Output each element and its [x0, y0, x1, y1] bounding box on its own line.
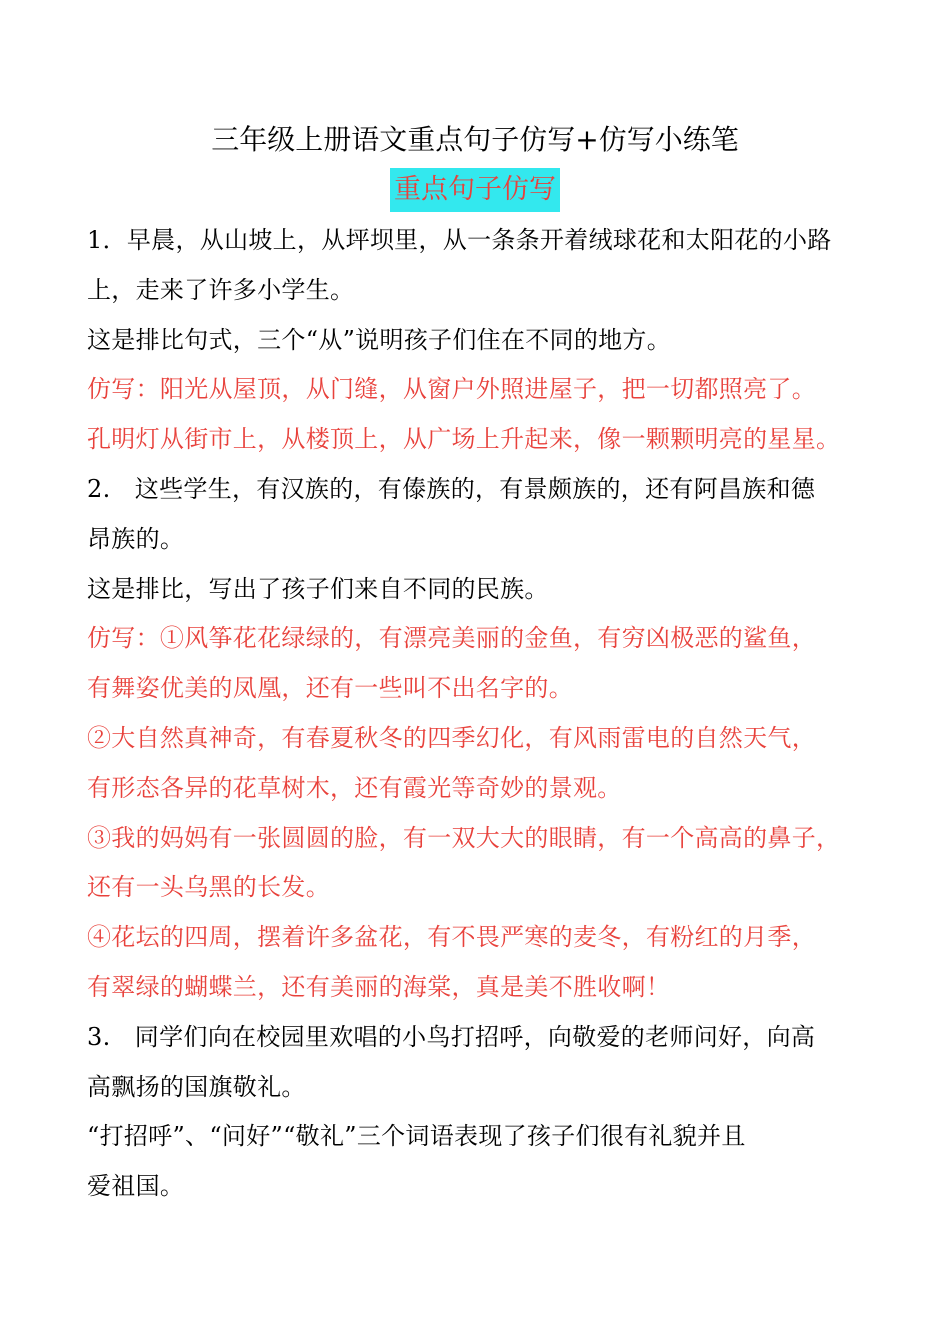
text-line: 3. 同学们向在校园里欢唱的小鸟打招呼，向敬爱的老师问好，向高 — [87, 1022, 816, 1051]
text-line: 孔明灯从街市上，从楼顶上，从广场上升起来，像一颗颗明亮的星星。 — [87, 425, 841, 454]
text-line: 仿写：①风筝花花绿绿的，有漂亮美丽的金鱼，有穷凶极恶的鲨鱼， — [87, 624, 816, 653]
text-line: ③我的妈妈有一张圆圆的脸，有一双大大的眼睛，有一个高高的鼻子， — [87, 823, 841, 852]
text-line: ②大自然真神奇，有春夏秋冬的四季幻化，有风雨雷电的自然天气， — [87, 724, 816, 752]
subtitle-row — [0, 168, 950, 212]
section-heading: 重点句子仿写 — [390, 168, 560, 212]
text-line: 2. 这些学生，有汉族的，有傣族的，有景颇族的，还有阿昌族和德 — [87, 475, 816, 503]
text-line: 1．早晨，从山坡上，从坪坝里，从一条条开着绒球花和太阳花的小路 — [87, 226, 832, 254]
text-line: ④花坛的四周，摆着许多盆花，有不畏严寒的麦冬，有粉红的月季， — [87, 923, 816, 952]
text-line: 高飘扬的国旗敬礼。 — [87, 1072, 306, 1101]
text-line: 这是排比，写出了孩子们来自不同的民族。 — [87, 574, 549, 603]
text-line: “打招呼”、“问好”“敬礼”三个词语表现了孩子们很有礼貌并且 — [87, 1122, 746, 1151]
text-line: 还有一头乌黑的长发。 — [87, 873, 330, 902]
text-line: 上，走来了许多小学生。 — [87, 275, 355, 304]
text-line: 仿写：阳光从屋顶，从门缝，从窗户外照进屋子，把一切都照亮了。 — [87, 375, 816, 404]
text-line: 这是排比句式，三个“从”说明孩子们住在不同的地方。 — [87, 325, 672, 354]
page-title: 三年级上册语文重点句子仿写+仿写小练笔 — [211, 123, 739, 156]
text-line: 有翠绿的蝴蝶兰，还有美丽的海棠，真是美不胜收啊！ — [87, 973, 671, 1001]
text-line: 爱祖国。 — [87, 1172, 185, 1201]
text-line: 有形态各异的花草树木，还有霞光等奇妙的景观。 — [87, 773, 622, 802]
text-line: 有舞姿优美的凤凰，还有一些叫不出名字的。 — [87, 674, 573, 703]
text-line: 昂族的。 — [87, 524, 185, 553]
